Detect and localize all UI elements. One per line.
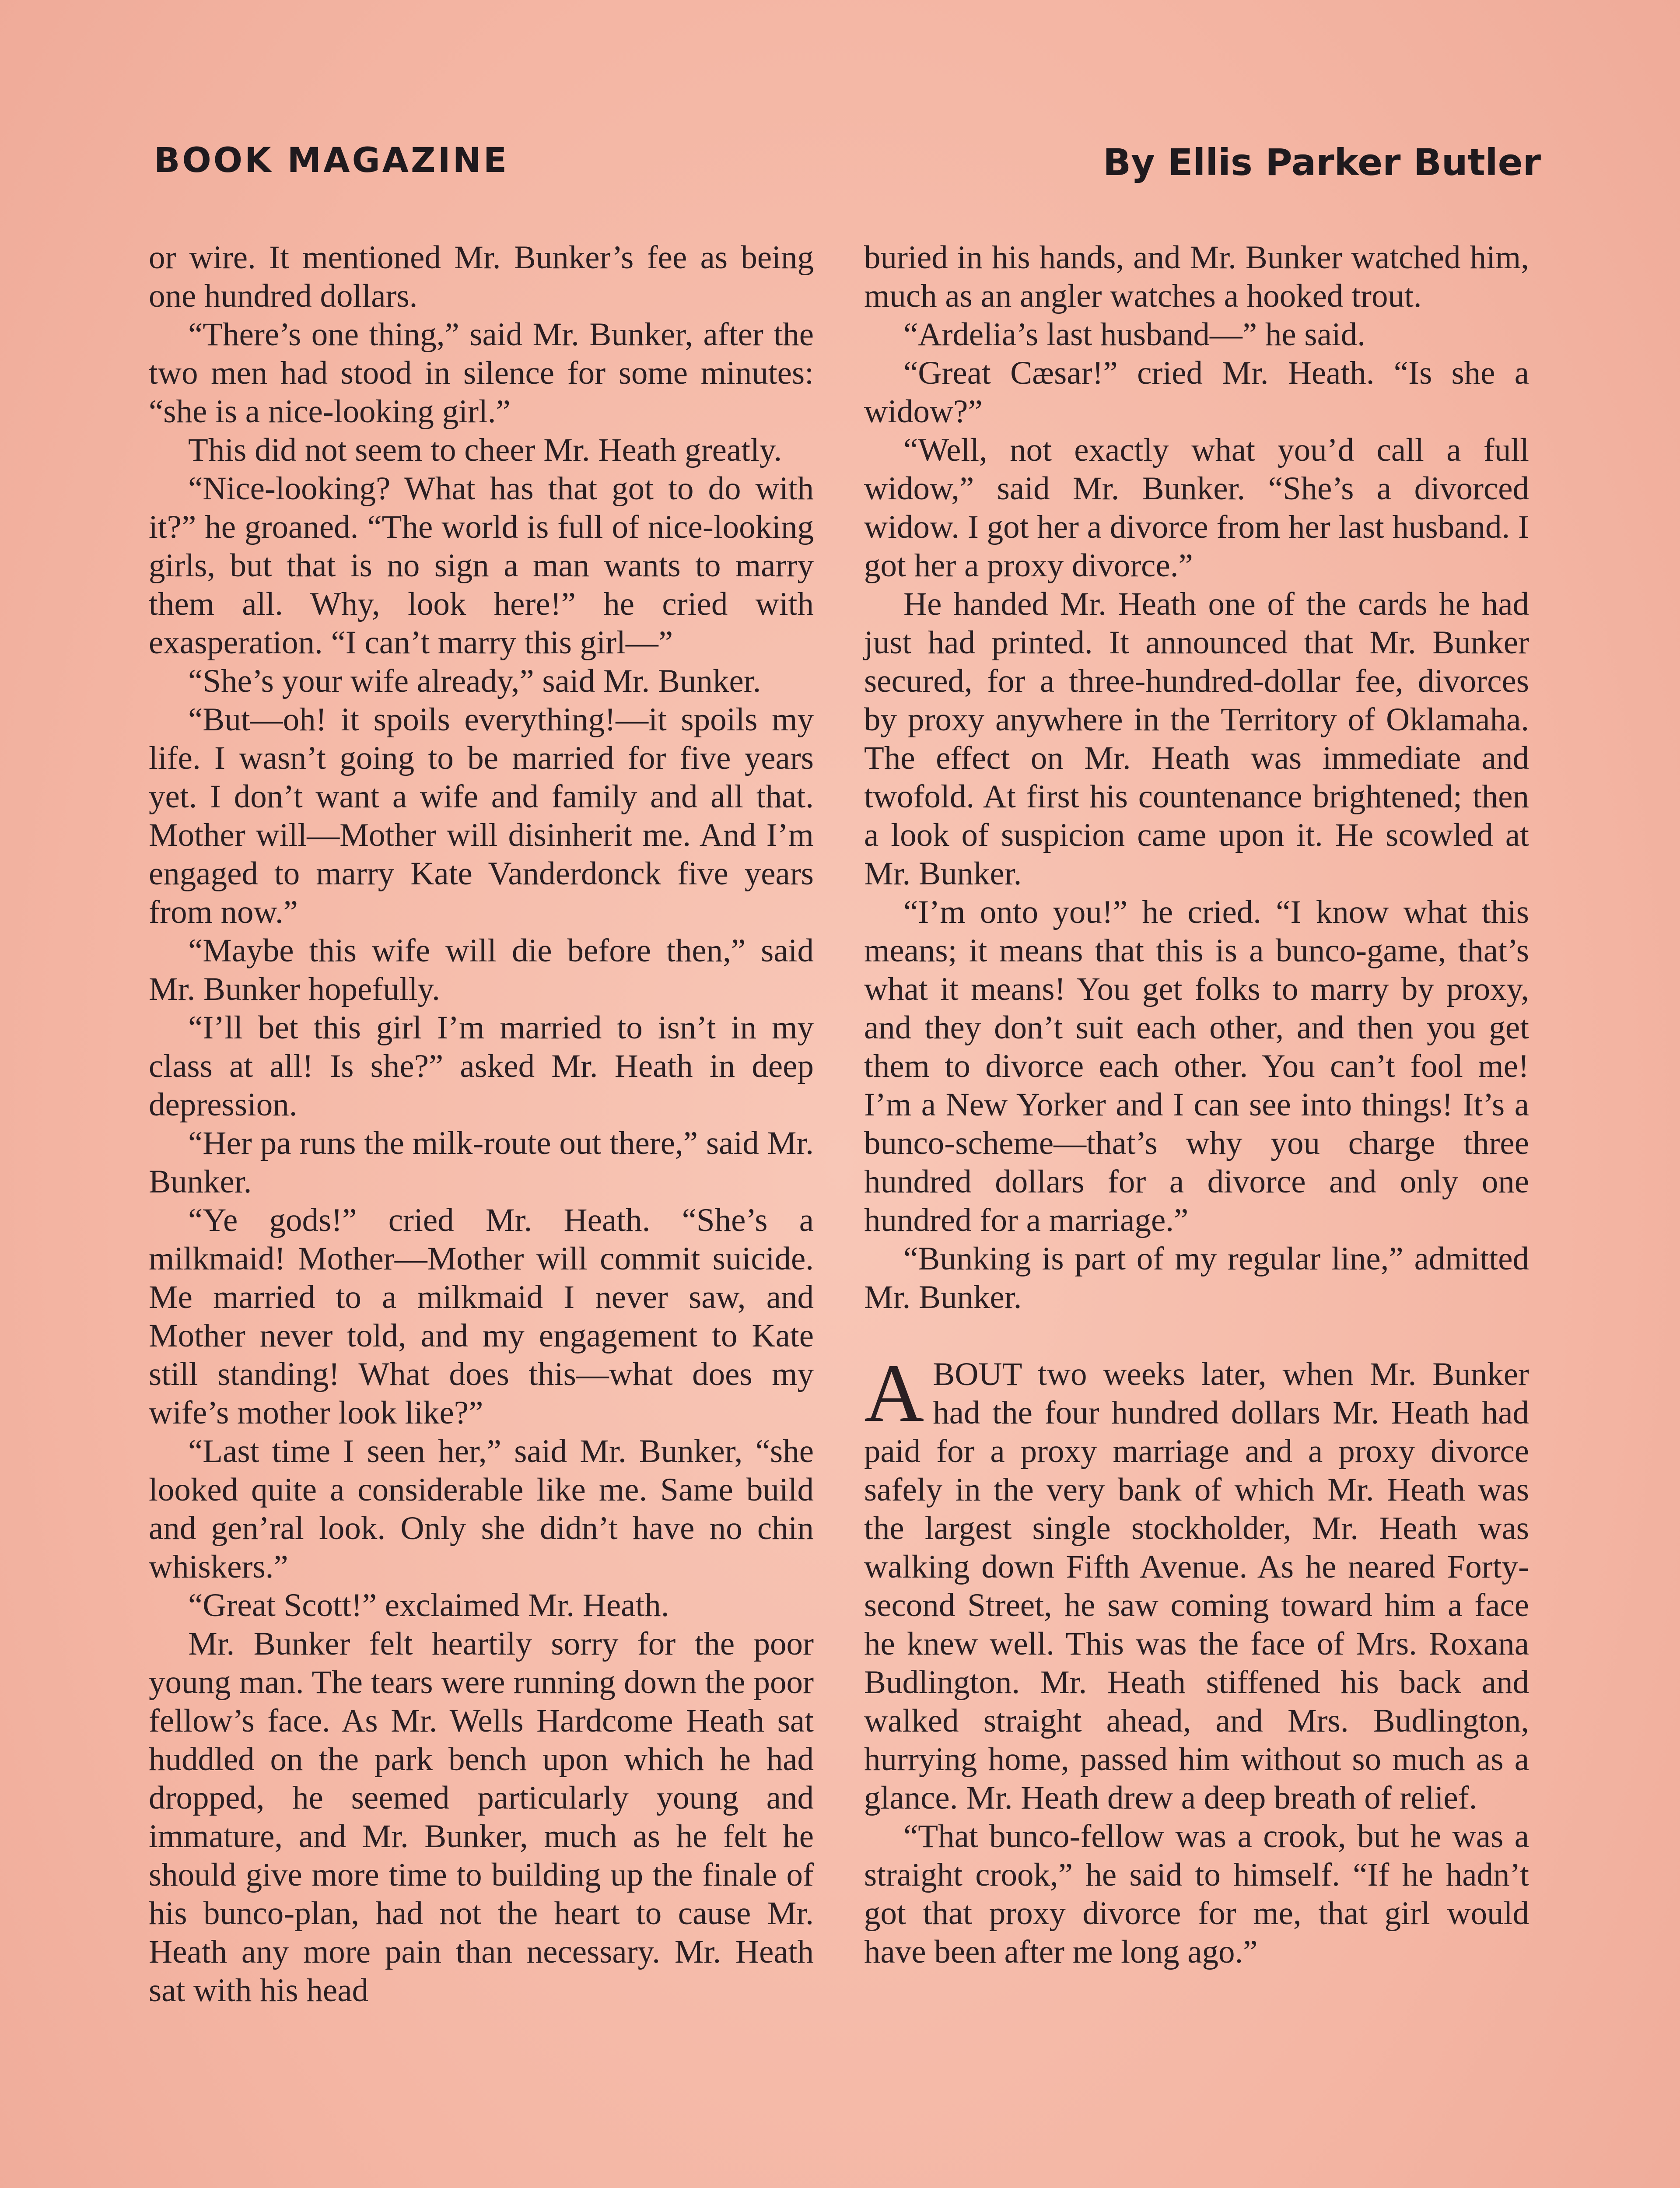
- paragraph: “But—oh! it spoils everything!—it spoils my life. I wasn’t going to be married for five years yet. I don’t want a wife and family and all that. Mother will—Mother will disinherit me. And I’m engaged to marry Kate Vanderdonck five years from now.”: [149, 701, 814, 930]
- paragraph: “There’s one thing,” said Mr. Bunker, after the two men had stood in silence for some minutes: “she is a nice-looking girl.”: [149, 316, 814, 430]
- section-opening-paragraph: [864, 1347, 1529, 1817]
- paragraph: “She’s your wife already,” said Mr. Bunker.: [188, 663, 761, 699]
- paragraph: “Last time I seen her,” said Mr. Bunker, “she looked quite a considerable like me. Same build and gen’ral look. Only she didn’t have no chin whiskers.”: [149, 1433, 814, 1585]
- paragraph: “Nice-looking? What has that got to do with it?” he groaned. “The world is full of nice-looking girls, but that is no sign a man wants to marry them all. Why, look here!” he cried with exasperation. “I can’t marry this girl—”: [149, 470, 814, 661]
- running-head-magazine: BOOK MAGAZINE: [154, 141, 509, 180]
- paragraph: “I’m onto you!” he cried. “I know what this means; it means that this is a bunco-game, that’s what it means! You get folks to marry by proxy, and they don’t suit each other, and then you get them to divorce each other. You can’t fool me! I’m a New Yorker and I can see into things! It’s a bunco-scheme—that’s why you charge three hundred dollars for a divorce and only one hundred for a marriage.”: [864, 894, 1529, 1238]
- paragraph: This did not seem to cheer Mr. Heath greatly.: [188, 432, 782, 468]
- drop-cap: A: [864, 1347, 924, 1439]
- paragraph: “Well, not exactly what you’d call a full widow,” said Mr. Bunker. “She’s a divorced widow. I got her a divorce from her last husband. I got her a proxy divorce.”: [864, 432, 1529, 584]
- paragraph: buried in his hands, and Mr. Bunker watched him, much as an angler watches a hooked trout.: [864, 239, 1529, 314]
- opening-text: BOUT two weeks later, when Mr. Bunker had the four hundred dollars Mr. Heath had paid for a proxy marriage and a proxy divorce safely in the very bank of which Mr. Heath was the largest single stockholder, Mr. Heath was walking down Fifth Avenue. As he neared Forty-second Street, he saw coming toward him a face he knew well. This was the face of Mrs. Roxana Budlington. Mr. Heath stiffened his back and walked straight ahead, and Mrs. Budlington, hurrying home, passed him without so much as a glance. Mr. Heath drew a deep breath of relief.: [864, 1356, 1529, 1816]
- right-column: [864, 238, 1529, 1971]
- paragraph: “I’ll bet this girl I’m married to isn’t in my class at all! Is she?” asked Mr. Heath in deep depression.: [149, 1010, 814, 1123]
- paragraph: “Bunking is part of my regular line,” admitted Mr. Bunker.: [864, 1241, 1529, 1315]
- paragraph: “Maybe this wife will die before then,” said Mr. Bunker hopefully.: [149, 933, 814, 1007]
- running-head-author: By Ellis Parker Butler: [1103, 141, 1541, 184]
- paragraph: Mr. Bunker felt heartily sorry for the poor young man. The tears were running down the poor fellow’s face. As Mr. Wells Hardcome Heath sat huddled on the park bench upon which he had dropped, he seemed particularly young and immature, and Mr. Bunker, much as he felt he should give more time to building up the finale of his bunco-plan, had not the heart to cause Mr. Heath any more pain than necessary. Mr. Heath sat with his head: [149, 1626, 814, 2009]
- paragraph: “Great Scott!” exclaimed Mr. Heath.: [188, 1587, 669, 1623]
- section-break: [864, 1317, 1529, 1355]
- paragraph: or wire. It mentioned Mr. Bunker’s fee as being one hundred dollars.: [149, 239, 814, 314]
- paragraph: He handed Mr. Heath one of the cards he had just had printed. It announced that Mr. Bunker secured, for a three-hundred-dollar fee, divorces by proxy anywhere in the Territory of Oklamaha. The effect on Mr. Heath was immediate and twofold. At first his countenance brightened; then a look of suspicion came upon it. He scowled at Mr. Bunker.: [864, 586, 1529, 892]
- paragraph: “That bunco-fellow was a crook, but he was a straight crook,” he said to himself. “If he hadn’t got that proxy divorce for me, that girl would have been after me long ago.”: [864, 1818, 1529, 1970]
- paragraph: “Ye gods!” cried Mr. Heath. “She’s a milkmaid! Mother—Mother will commit suicide. Me married to a milkmaid I never saw, and Mother never told, and my engagement to Kate still standing! What does this—what does my wife’s mother look like?”: [149, 1202, 814, 1431]
- left-column: [149, 238, 814, 2010]
- paragraph: “Great Cæsar!” cried Mr. Heath. “Is she a widow?”: [864, 355, 1529, 430]
- paragraph: “Her pa runs the milk-route out there,” said Mr. Bunker.: [149, 1125, 814, 1200]
- paragraph: “Ardelia’s last husband—” he said.: [903, 316, 1365, 353]
